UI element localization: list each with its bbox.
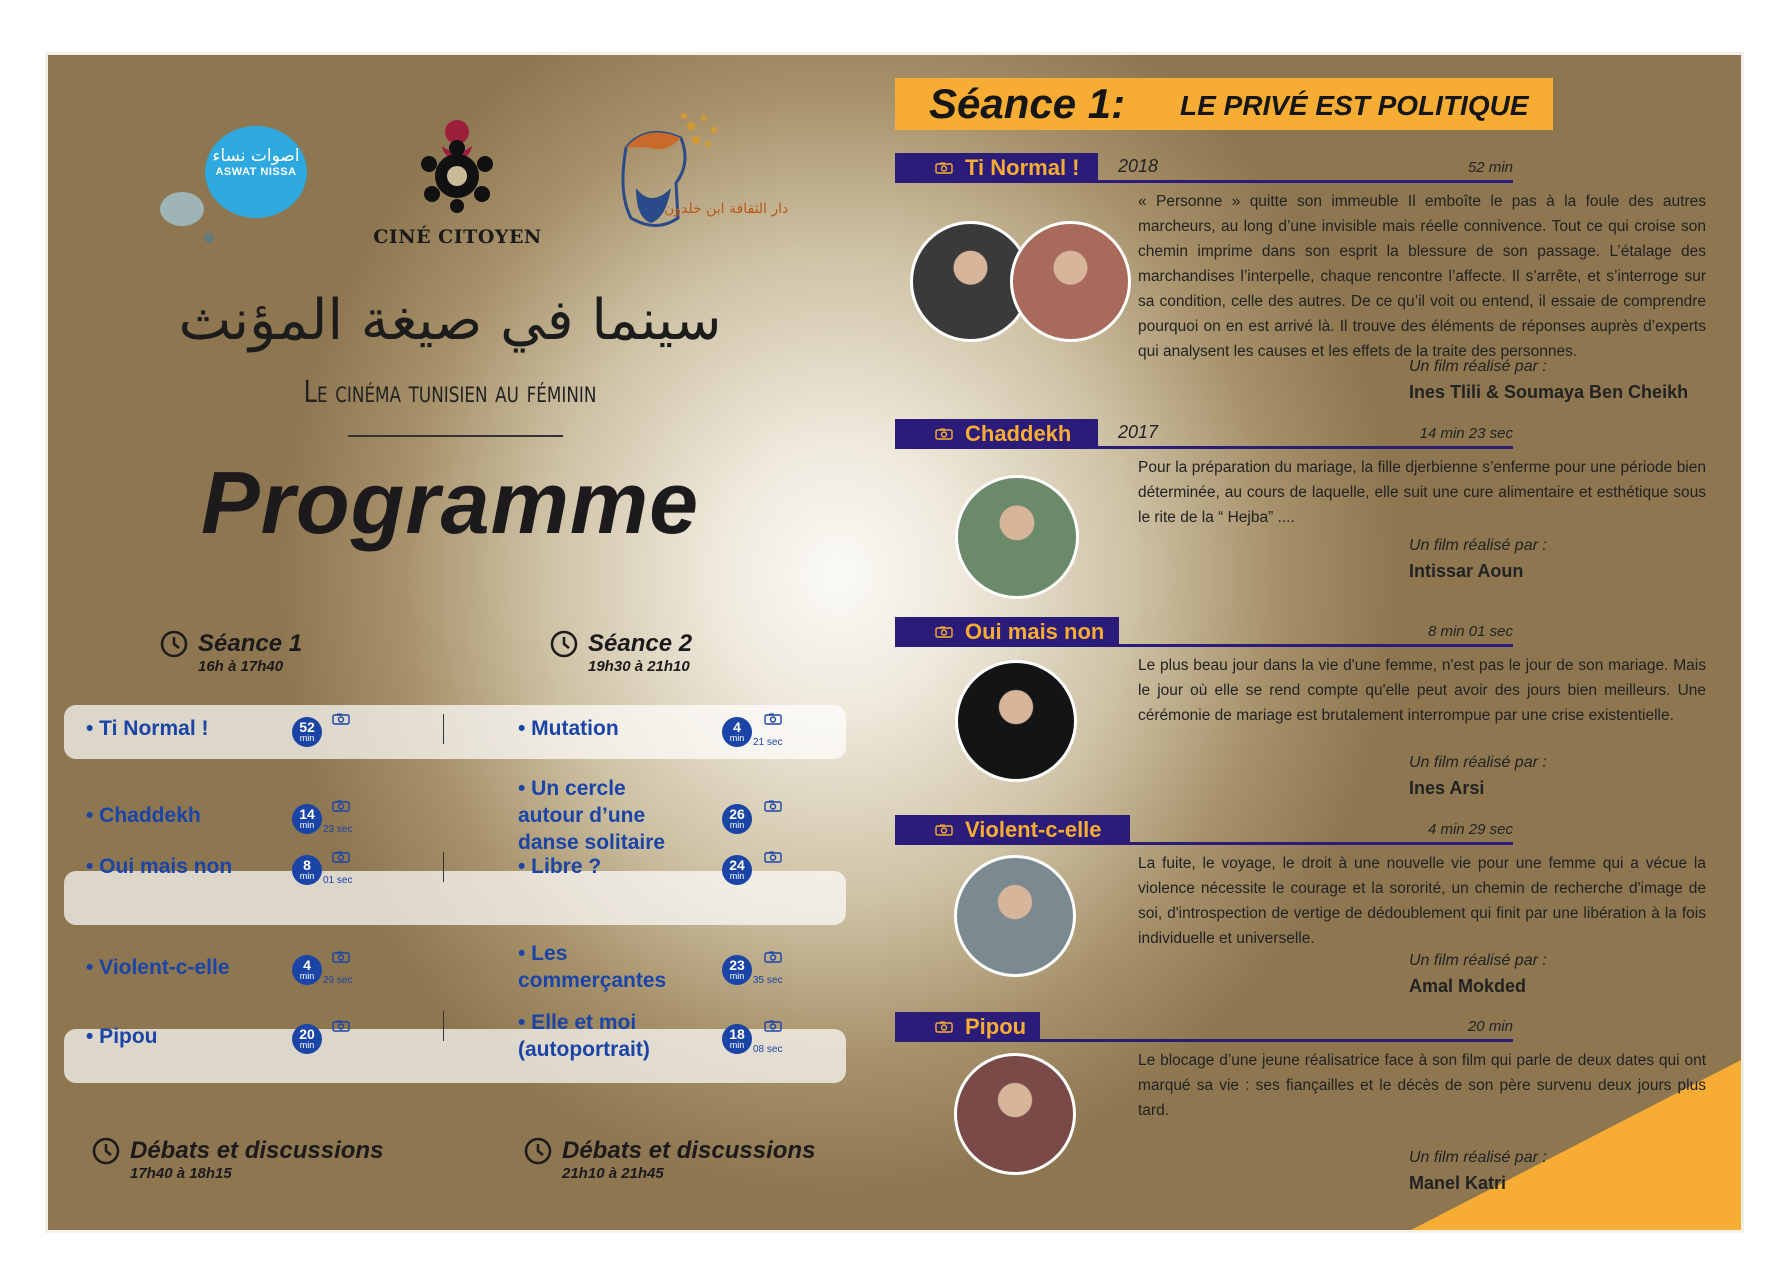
subtitle: Le cinéma tunisien au féminin (303, 375, 597, 410)
film-title: Violent-c-elle (965, 817, 1102, 842)
film-duration: 8 min 01 sec (1427, 623, 1513, 640)
film-title-bar (895, 1012, 1040, 1041)
film-title: Chaddekh (965, 421, 1072, 446)
duration-unit: min (299, 1040, 315, 1050)
duration-unit: min (729, 732, 745, 743)
schedule-film-label: • Pipou (86, 1024, 158, 1048)
duration-minutes: 18 (729, 1026, 745, 1042)
schedule-film-label: • Les commerçantes (518, 942, 667, 992)
film-year: 2018 (1118, 156, 1159, 176)
camera-icon (935, 823, 953, 841)
clock-icon (92, 1137, 120, 1165)
culture-house-text: دار الثقافة ابن خلدون (664, 201, 789, 217)
schedule-film-label: • Violent-c-elle (86, 955, 230, 979)
film-synopsis: « Personne » quitte son immeuble Il emboîte le pas à la foule des autres marcheurs, au long d’une invisible mais réelle connivence. Tout ce qui croise son chemin imprime dans son esprit la blessure de son passage. L’étalage des marchandises l’interpelle, chaque rencontre l’affecte. Il s’arrête, et s’interroge sur sa condition, celle des autres. De ce qu’il voit ou entend, il essaie de comprendre pourquoi on en est arrivé là. Il trouve des éléments de réponses auprès d’experts qui analysent les causes et les effets de la traite des personnes. (1138, 193, 1706, 360)
seance1-title: Séance 1 (198, 630, 303, 657)
duration-unit: min (299, 870, 315, 881)
duration-badge (722, 955, 752, 985)
camera-icon (764, 950, 782, 968)
seance-banner-theme: LE PRIVÉ EST POLITIQUE (1180, 90, 1529, 121)
row-divider (443, 1011, 444, 1041)
aswat-latin-text: ASWAT NISSA (215, 166, 297, 178)
clock-icon (160, 630, 188, 658)
duration-unit: min (299, 819, 315, 830)
duration-minutes: 4 (303, 957, 311, 973)
duration-seconds: 01 sec (323, 874, 353, 886)
film-underline (895, 644, 1513, 647)
director-portrait (954, 855, 1076, 977)
camera-icon (764, 1019, 782, 1037)
made-by-label: Un film réalisé par : (1409, 537, 1547, 554)
schedule-film-label: • Libre ? (518, 855, 602, 878)
duration-badge (292, 855, 322, 885)
camera-icon (332, 1019, 350, 1037)
duration-unit: min (729, 1040, 745, 1050)
duration-minutes: 8 (303, 856, 311, 873)
made-by-label: Un film réalisé par : (1409, 754, 1547, 771)
duration-minutes: 52 (299, 718, 315, 735)
debate-title: Débats et discussions (562, 1137, 816, 1164)
clock-icon (550, 630, 578, 658)
aswat-arabic-text: اصوات نساء (212, 146, 300, 166)
camera-icon (332, 799, 350, 817)
director-name: Intissar Aoun (1409, 561, 1524, 581)
duration-minutes: 14 (299, 805, 315, 822)
duration-minutes: 4 (733, 718, 741, 735)
duration-badge (292, 955, 322, 985)
schedule-film-label: • Chaddekh (86, 804, 201, 827)
camera-icon (332, 950, 350, 968)
duration-badge (722, 804, 752, 834)
duration-badge (292, 1024, 322, 1054)
row-divider (443, 714, 444, 744)
film-duration: 52 min (1467, 159, 1513, 176)
seance1-time: 16h à 17h40 (198, 658, 284, 675)
made-by-label: Un film réalisé par : (1409, 358, 1547, 375)
duration-unit: min (729, 870, 745, 881)
speech-bubble-small (160, 192, 204, 226)
schedule-film-label: • Elle et moi (autoportrait) (518, 1011, 650, 1061)
film-synopsis: Le plus beau jour dans la vie d'une femme, n'est pas le jour de son mariage. Mais le jour où elle se rend compte qu'elle peut avoir des jours bien meilleurs. Une cérémonie de mariage est brutalement interrompue par une crise existentielle. (1138, 657, 1706, 724)
seance2-header (550, 630, 692, 675)
made-by-label: Un film réalisé par : (1409, 1149, 1547, 1166)
duration-badge (292, 717, 322, 747)
camera-icon (764, 799, 782, 817)
film-title: Oui mais non (965, 619, 1105, 644)
film-year: 2017 (1118, 422, 1159, 442)
film-synopsis: Le blocage d’une jeune réalisatrice face à son film qui parle de deux dates qui ont marqué sa vie : ses fiançailles et le décès de son père survenu deux jours plus tard. (1138, 1052, 1706, 1119)
director-portrait (955, 660, 1077, 782)
film-title: Ti Normal ! (965, 155, 1080, 180)
film-title-bar (895, 153, 1098, 182)
programme-title: Programme (200, 453, 700, 552)
seance1-header (160, 630, 302, 675)
duration-seconds: 29 sec (323, 975, 353, 986)
camera-icon (332, 712, 350, 730)
duration-minutes: 26 (729, 805, 745, 822)
duration-seconds: 08 sec (753, 1044, 783, 1055)
row-divider (443, 852, 444, 882)
seance2-title: Séance 2 (588, 630, 693, 657)
schedule-film-label: • Mutation (518, 717, 619, 740)
film-title-bar (895, 617, 1119, 646)
debate-title: Débats et discussions (130, 1137, 384, 1164)
film-duration: 20 min (1467, 1018, 1513, 1035)
film-underline (895, 180, 1513, 183)
film-title-bar (895, 815, 1130, 844)
film-title: Pipou (965, 1014, 1027, 1039)
duration-minutes: 24 (729, 856, 745, 873)
film-title-bar (895, 419, 1098, 448)
duration-seconds: 21 sec (753, 736, 783, 748)
duration-minutes: 20 (299, 1026, 315, 1042)
camera-icon (764, 850, 782, 868)
camera-icon (935, 1020, 953, 1038)
duration-unit: min (299, 732, 315, 743)
cine-citoyen-text: CINÉ CITOYEN (373, 226, 542, 248)
director-name: Ines Tlili & Soumaya Ben Cheikh (1409, 382, 1689, 402)
film-duration: 4 min 29 sec (1427, 821, 1513, 838)
title-divider (348, 435, 563, 437)
director-portrait (955, 475, 1079, 599)
camera-icon (935, 625, 953, 643)
duration-seconds: 35 sec (753, 975, 783, 986)
clock-icon (524, 1137, 552, 1165)
director-name: Amal Mokded (1409, 976, 1527, 996)
duration-badge (722, 855, 752, 885)
film-underline (895, 446, 1513, 449)
director-portrait (954, 1053, 1076, 1175)
director-name: Manel Katri (1409, 1173, 1507, 1193)
duration-badge (292, 804, 322, 834)
film-synopsis: La fuite, le voyage, le droit à une nouvelle vie pour une femme qui a vécue la violence nécessite le courage et la sororité, un chemin de recherche d'image de soi, d'introspection de vertige de dédoublement qui finit par une libération à la fois individuelle et universelle. (1138, 855, 1706, 947)
seance-banner (895, 78, 1553, 130)
schedule-film-label: • Un cercle autour d’une danse solitaire (518, 777, 666, 854)
debate-time: 17h40 à 18h15 (130, 1165, 232, 1182)
film-underline (895, 1039, 1513, 1042)
camera-icon (764, 712, 782, 730)
seance-banner-label: Séance 1: (929, 80, 1126, 127)
director-name: Ines Arsi (1409, 778, 1485, 798)
ibn-khaldoun-logo-icon (596, 108, 789, 248)
made-by-label: Un film réalisé par : (1409, 952, 1547, 969)
aswat-nissa-logo (205, 126, 307, 218)
camera-icon (935, 427, 953, 445)
duration-badge (722, 1024, 752, 1054)
film-synopsis: Pour la préparation du mariage, la fille djerbienne s’enferme pour une période bien déterminée, au cours de laquelle, elle suit une cure alimentaire et esthétique sous le rite de la “ Hejba” .... (1138, 459, 1706, 526)
duration-minutes: 23 (729, 957, 745, 973)
debate-time: 21h10 à 21h45 (562, 1165, 664, 1182)
schedule-film-label: • Oui mais non (86, 855, 233, 878)
film-duration: 14 min 23 sec (1419, 425, 1513, 442)
schedule-film-label: • Ti Normal ! (86, 717, 209, 740)
debate-2 (524, 1137, 815, 1182)
cine-citoyen-logo-icon (412, 118, 502, 213)
director-portrait (1010, 221, 1131, 342)
debate-1 (92, 1137, 383, 1182)
arabic-title: سينما في صيغة المؤنث (178, 288, 722, 353)
duration-badge (722, 717, 752, 747)
speech-bubble-dot (204, 233, 214, 243)
duration-seconds: 23 sec (323, 823, 353, 835)
seance2-time: 19h30 à 21h10 (588, 658, 690, 675)
film-underline (895, 842, 1513, 845)
duration-unit: min (299, 971, 315, 981)
camera-icon (332, 850, 350, 868)
duration-unit: min (729, 819, 745, 830)
duration-unit: min (729, 971, 745, 981)
camera-icon (935, 161, 953, 179)
